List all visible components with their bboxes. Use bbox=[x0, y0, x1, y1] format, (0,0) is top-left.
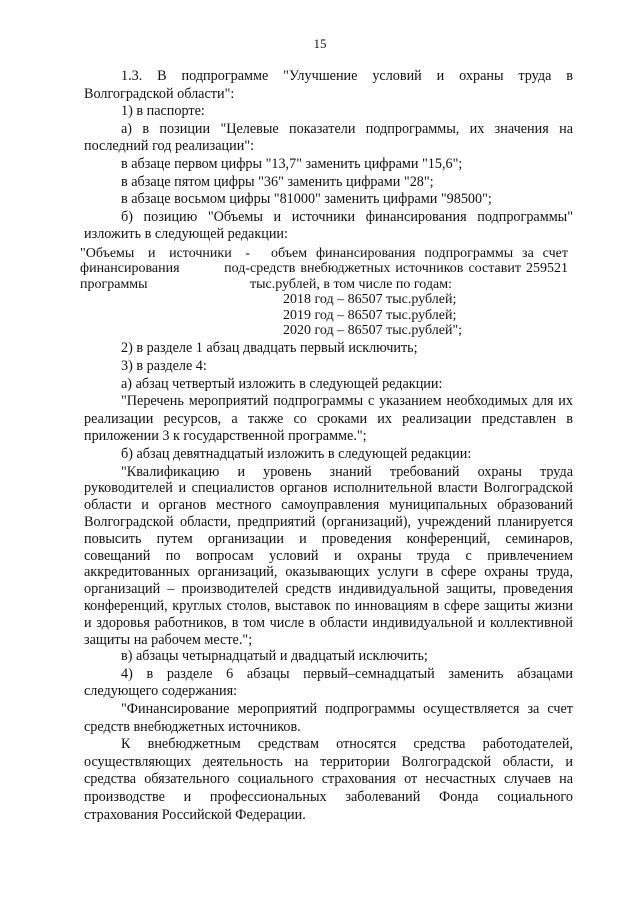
document-body bbox=[80, 68, 573, 824]
paragraph-replace-8: в абзаце восьмом цифры "81000" заменить цифрами "98500"; bbox=[121, 191, 492, 208]
paragraph-activities-list: "Перечень мероприятий подпрограммы с указанием необходимых для их реализации ресурсов, а также со сроками их реализации представлен в приложении 3 к государственной программе."; bbox=[84, 393, 573, 445]
paragraph-replace-5: в абзаце пятом цифры "36" заменить цифрами "28"; bbox=[121, 173, 434, 190]
passport-funding-text: объем финансирования подпрограммы за счет средств внебюджетных источников составит 259521 тыс.рублей, в том числе по годам: bbox=[250, 245, 568, 292]
paragraph-section-4: 3) в разделе 4: bbox=[121, 357, 207, 374]
passport-table-value bbox=[250, 246, 568, 338]
page-number: 15 bbox=[313, 36, 327, 51]
paragraph-qualification: "Квалификацию и уровень знаний требований охраны труда руководителей и специалистов органов исполнительной власти Волгоградской области и органов местного самоуправления муниципальных образований Волгоградской области, предприятий (организаций), учреждений планируется повысить путем организации и проведения конференций, семинаров, совещаний по вопросам условий и охраны труда с привлечением аккредитованных организаций, оказывающих услуги в сфере охраны труда, организаций – производителей средств индивидуальной защиты, проведения конференций, круглых столов, выставок по инновациям в сфере защиты жизни и здоровья работников, в том числе в области индивидуальной и коллективной защиты на рабочем месте."; bbox=[84, 463, 573, 648]
paragraph-section-6: 4) в разделе 6 абзацы первый–семнадцатый заменить абзацами следующего содержания: bbox=[84, 665, 573, 700]
paragraph-funding-position: б) позицию "Объемы и источники финансирования подпрограммы" изложить в следующей редакции: bbox=[84, 208, 573, 243]
paragraph-section-1: 2) в разделе 1 абзац двадцать первый исключить; bbox=[121, 340, 418, 357]
paragraph-abzac-4: а) абзац четвертый изложить в следующей редакции: bbox=[121, 375, 443, 392]
paragraph-extrabudgetary: К внебюджетным средствам относятся средства работодателей, осуществляющих деятельность на территории Волгоградской области, и средства обязательного социального страхования от несчастных случаев на производстве и профессиональных заболеваний Фонда социального страхования Российской Федерации. bbox=[84, 736, 573, 823]
paragraph-section-1-3: 1.3. В подпрограмме "Улучшение условий и охраны труда в Волгоградской области": bbox=[84, 68, 573, 102]
passport-table-label: "Объемы и источники - финансирования под-программы bbox=[80, 245, 250, 292]
passport-year-2018: 2018 год – 86507 тыс.рублей; bbox=[283, 292, 457, 308]
paragraph-financing: "Финансирование мероприятий подпрограммы осуществляется за счет средств внебюджетных источников. bbox=[84, 701, 573, 735]
paragraph-exclude-14-20: в) абзацы четырнадцатый и двадцатый исключить; bbox=[121, 648, 428, 665]
paragraph-replace-1: в абзаце первом цифры "13,7" заменить цифрами "15,6"; bbox=[121, 155, 463, 172]
paragraph-target-indicators: а) в позиции "Целевые показатели подпрограммы, их значения на последний год реализации": bbox=[84, 120, 573, 155]
paragraph-passport: 1) в паспорте: bbox=[121, 103, 205, 120]
passport-year-2019: 2019 год – 86507 тыс.рублей; bbox=[283, 307, 457, 323]
passport-table bbox=[80, 246, 573, 338]
paragraph-abzac-19: б) абзац девятнадцатый изложить в следующей редакции: bbox=[121, 445, 472, 462]
passport-year-2020: 2020 год – 86507 тыс.рублей"; bbox=[283, 322, 463, 338]
